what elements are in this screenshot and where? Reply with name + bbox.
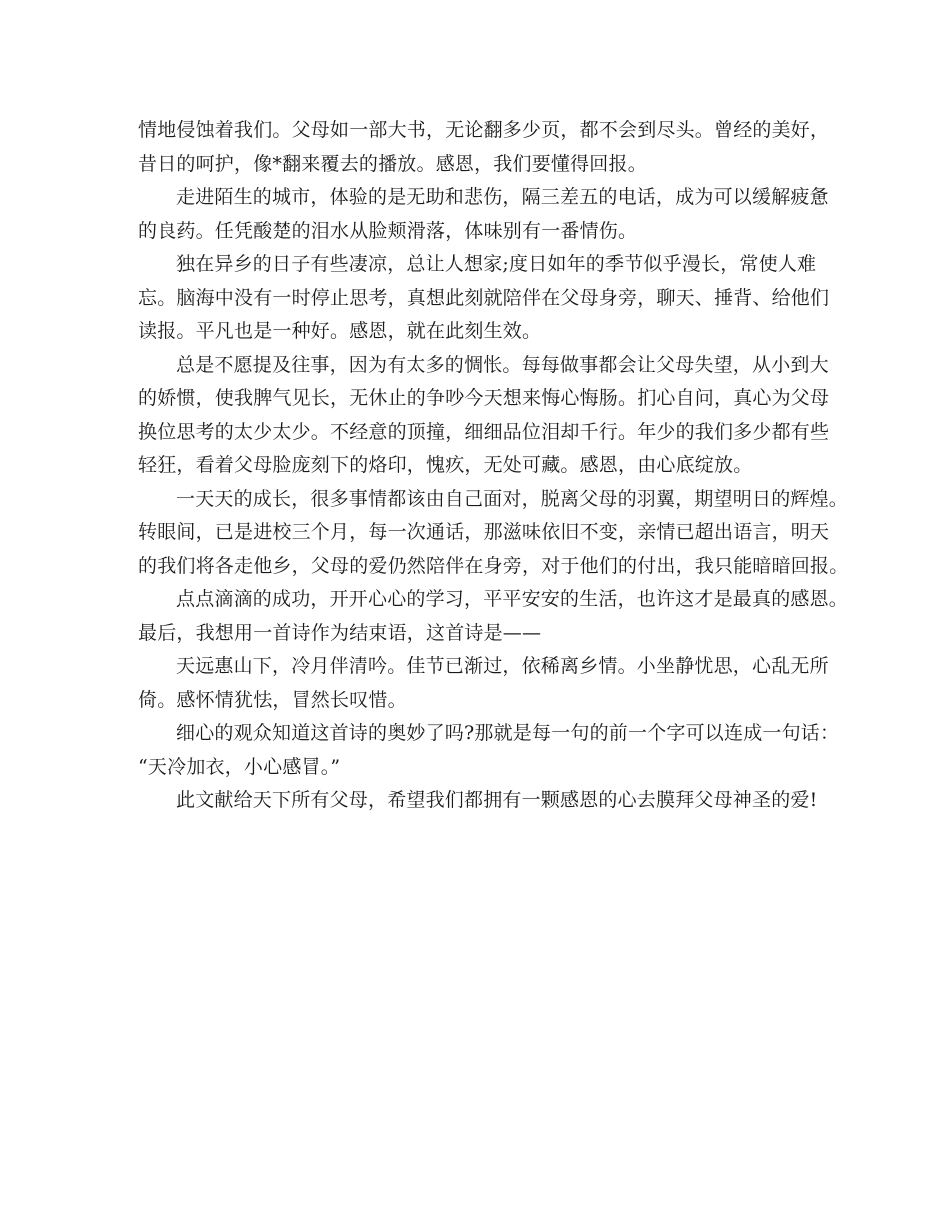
text-line: 一天天的成长，很多事情都该由自己面对，脱离父母的羽翼，期望明日的辉煌。 xyxy=(176,487,849,510)
text-line: 的我们将各走他乡，父母的爱仍然陪伴在身旁，对于他们的付出，我只能暗暗回报。 xyxy=(138,554,849,577)
text-line: “天冷加衣，小心感冒。” xyxy=(138,755,341,778)
text-line: 的良药。任凭酸楚的泪水从脸颊滑落，体味别有一番情伤。 xyxy=(138,219,638,242)
text-line: 换位思考的太少太少。不经意的顶撞，细细品位泪却千行。年少的我们多少都有些 xyxy=(138,420,830,443)
text-line: 细心的观众知道这首诗的奥妙了吗?那就是每一句的前一个字可以连成一句话： xyxy=(176,722,840,744)
text-line: 转眼间，已是进校三个月，每一次通话，那滋味依旧不变，亲情已超出语言，明天 xyxy=(138,521,830,543)
document-body xyxy=(138,114,849,818)
text-line: 读报。平凡也是一种好。感恩，就在此刻生效。 xyxy=(138,320,542,342)
text-line: 忘。脑海中没有一时停止思考，真想此刻就陪伴在父母身旁，聊天、捶背、给他们 xyxy=(138,286,830,309)
text-line: 点点滴滴的成功，开开心心的学习，平平安安的生活，也许这才是最真的感恩。 xyxy=(176,588,849,610)
text-line: 走进陌生的城市，体验的是无助和悲伤，隔三差五的电话，成为可以缓解疲惫 xyxy=(176,186,829,208)
text-line: 昔日的呵护，像*翻来覆去的播放。感恩，我们要懂得回报。 xyxy=(138,152,647,175)
text-line: 独在异乡的日子有些凄凉，总让人想家;度日如年的季节似乎漫长，常使人难 xyxy=(176,253,817,275)
text-line: 轻狂，看着父母脸庞刻下的烙印，愧疚，无处可藏。感恩，由心底绽放。 xyxy=(138,454,753,476)
text-line: 情地侵蚀着我们。父母如一部大书，无论翻多少页，都不会到尽头。曾经的美好， xyxy=(138,119,830,141)
text-line: 总是不愿提及往事，因为有太多的惆怅。每每做事都会让父母失望，从小到大 xyxy=(176,353,829,376)
text-line: 的娇惯，使我脾气见长，无休止的争吵今天想来悔心悔肠。扪心自问，真心为父母 xyxy=(138,387,830,409)
text-line: 最后，我想用一首诗作为结束语，这首诗是—— xyxy=(138,621,542,644)
text-line: 天远惠山下，冷月伴清吟。佳节已渐过，依稀离乡情。小坐静忧思，心乱无所 xyxy=(176,655,829,677)
text-line: 此文献给天下所有父母，希望我们都拥有一颗感恩的心去膜拜父母神圣的爱! xyxy=(176,789,818,811)
text-line: 倚。感怀情犹怯，冒然长叹惜。 xyxy=(138,688,407,711)
